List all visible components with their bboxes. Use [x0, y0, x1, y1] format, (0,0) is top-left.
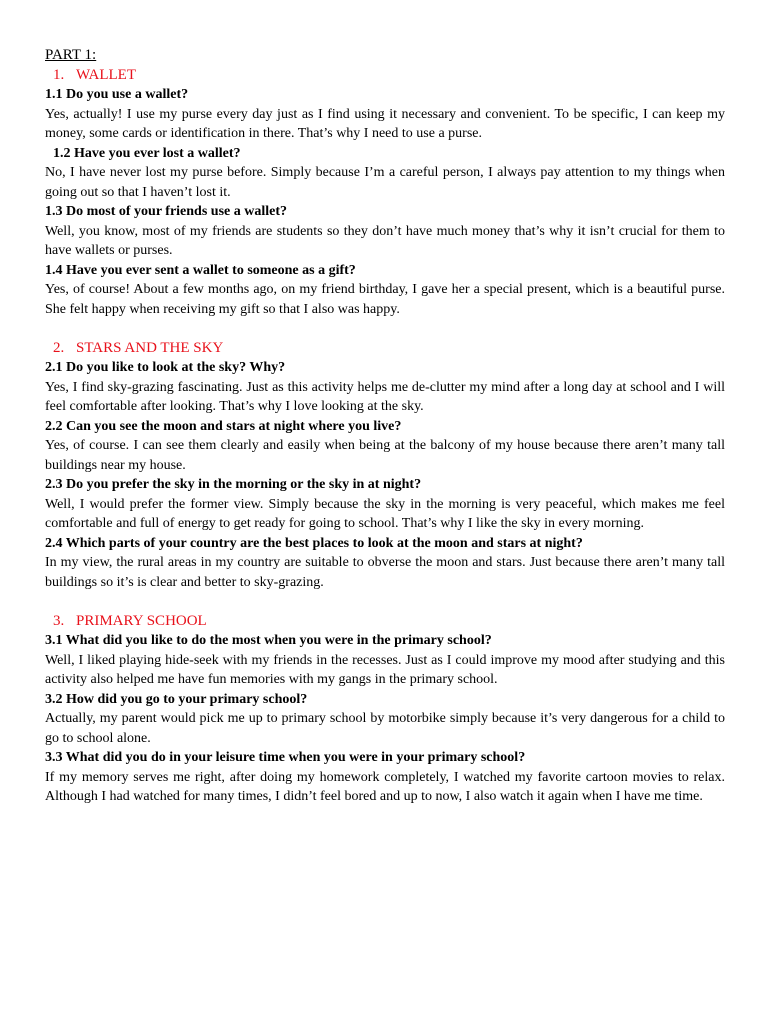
answer: Yes, of course! About a few months ago, on my friend birthday, I gave her a special present, which is a beautiful purse. She felt happy when receiving my gift so that I also was happy. [45, 282, 725, 317]
question: 2.2 Can you see the moon and stars at night where you live? [45, 418, 402, 434]
question: 3.2 How did you go to your primary school? [45, 691, 308, 707]
question: 2.4 Which parts of your country are the best places to look at the moon and stars at night? [45, 535, 583, 551]
question: 1.3 Do most of your friends use a wallet? [45, 204, 288, 219]
section-title [45, 66, 725, 85]
answer: Actually, my parent would pick me up to primary school by motorbike simply because it’s very dangerous for a child to go to school alone. [45, 711, 725, 746]
section-number: 1. [53, 67, 65, 83]
answer: Well, I would prefer the former view. Simply because the sky in the morning is very peaceful, which makes me feel comfortable and full of energy to get ready for going to school. That’s why I like the sky in every morning. [45, 496, 725, 531]
answer: Yes, I find sky-grazing fascinating. Just as this activity helps me de-clutter my mind after a long day at school and I will feel comfortable after looking. That’s why I love looking at the sky. [45, 379, 725, 414]
answer: In my view, the rural areas in my country are suitable to obverse the moon and stars. Just because there aren’t many tall buildings so it’s is clear and better to sky-grazing. [45, 555, 725, 590]
question: 1.2 Have you ever lost a wallet? [53, 145, 241, 161]
question: 1.1 Do you use a wallet? [45, 87, 189, 102]
question: 2.1 Do you like to look at the sky? Why? [45, 360, 286, 375]
section-title [45, 339, 725, 358]
section-number: 2. [53, 340, 65, 356]
section-stars-and-sky [45, 339, 725, 592]
answer: Well, I liked playing hide-seek with my friends in the recesses. Just as I could improve my mood after studying and this activity also helped me have fun memories with my gangs in the primary school. [45, 652, 725, 687]
section-title-text: WALLET [76, 67, 136, 83]
section-number: 3. [53, 613, 65, 629]
question: 3.3 What did you do in your leisure time when you were in your primary school? [45, 750, 526, 765]
answer: Yes, of course. I can see them clearly and easily when being at the balcony of my house because there aren’t many tall buildings near my house. [45, 438, 725, 473]
answer: If my memory serves me right, after doing my homework completely, I watched my favorite cartoon movies to relax. Although I had watched for many times, I didn’t feel bored and up to now, I also watch it again when I have me time. [45, 769, 725, 804]
section-title-text: STARS AND THE SKY [76, 340, 224, 356]
question: 2.3 Do you prefer the sky in the morning or the sky in at night? [45, 477, 422, 492]
question: 1.4 Have you ever sent a wallet to someone as a gift? [45, 262, 356, 278]
part-title: PART 1: [45, 47, 97, 63]
answer: Yes, actually! I use my purse every day just as I find using it necessary and convenient. To be specific, I can keep my money, some cards or identification in there. That’s why I need to use a purse. [45, 106, 725, 141]
document-page [45, 46, 725, 807]
question: 3.1 What did you like to do the most when you were in the primary school? [45, 633, 492, 648]
section-spacer [45, 319, 725, 339]
answer: No, I have never lost my purse before. Simply because I’m a careful person, I always pay attention to my things when going out so that I haven’t lost it. [45, 165, 725, 200]
section-title [45, 612, 725, 631]
section-primary-school [45, 612, 725, 807]
section-spacer [45, 592, 725, 612]
answer: Well, you know, most of my friends are students so they don’t have much money that’s why it isn’t crucial for them to have wallets or purses. [45, 223, 725, 258]
section-wallet [45, 66, 725, 319]
section-title-text: PRIMARY SCHOOL [76, 613, 207, 629]
